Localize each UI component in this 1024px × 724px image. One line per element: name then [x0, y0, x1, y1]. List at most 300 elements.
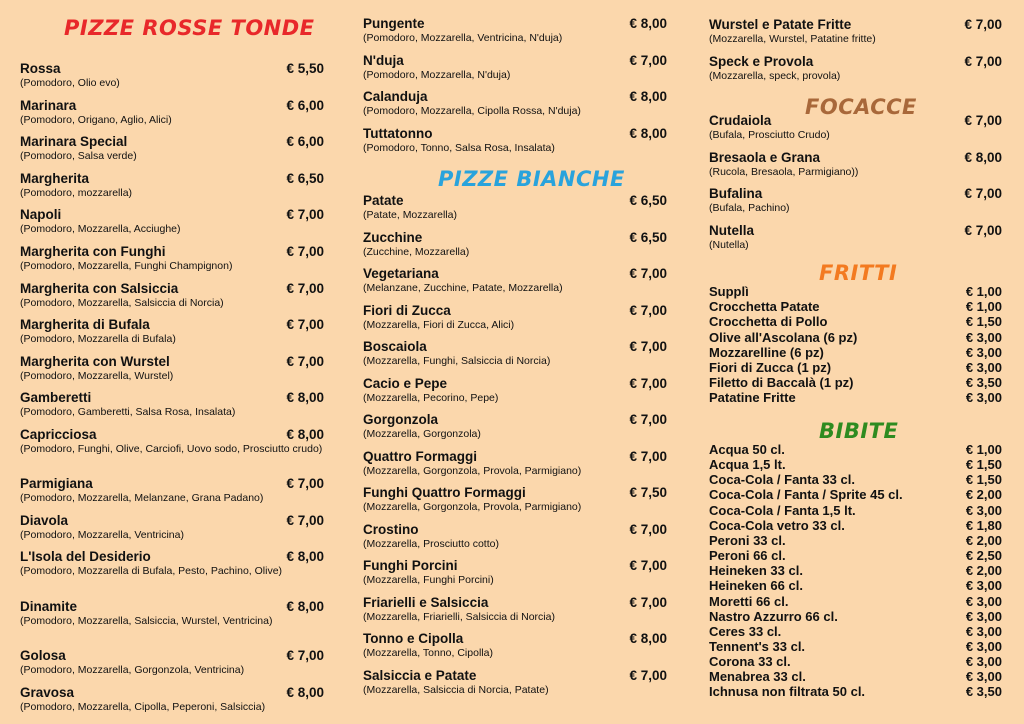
menu-item-name: Gamberetti: [20, 390, 92, 406]
menu-item-price: € 7,00: [629, 375, 667, 391]
menu-item: [709, 186, 1002, 215]
menu-item-price: € 7,00: [629, 448, 667, 464]
menu-item-row: [20, 685, 324, 701]
menu-item: [363, 126, 667, 155]
menu-item-row: [20, 549, 324, 565]
menu-item-name: Patatine Fritte: [709, 390, 796, 406]
menu-item-description: (Pomodoro, Mozzarella, Salsiccia, Wurstel, Ventricina): [20, 614, 273, 627]
menu-item-description: (Mozzarella, Fiori di Zucca, Alici): [363, 318, 515, 331]
menu-item-name: Crudaiola: [709, 113, 772, 128]
menu-item-name: L'Isola del Desiderio: [20, 549, 151, 565]
menu-item: [363, 193, 667, 222]
menu-item-row: [709, 684, 1002, 699]
menu-item-description: (Mozzarella, Prosciutto cotto): [363, 537, 499, 550]
menu-item-row: [709, 314, 1002, 329]
menu-item: [363, 631, 667, 660]
menu-item-description: (Pomodoro, mozzarella): [20, 186, 133, 199]
menu-item-description: (Nutella): [709, 238, 749, 251]
menu-item: [363, 266, 667, 295]
menu-item-row: [363, 230, 667, 246]
menu-item-name: Bufalina: [709, 186, 763, 201]
menu-item-price: € 3,00: [965, 344, 1002, 360]
menu-item-row: [20, 317, 324, 333]
menu-item-description: (Mozzarella, Pecorino, Pepe): [363, 391, 499, 404]
menu-item: [20, 390, 324, 419]
menu-item-row: [363, 303, 667, 319]
menu-item-price: € 2,00: [965, 487, 1002, 503]
menu-item-description: (Patate, Mozzarella): [363, 209, 457, 221]
menu-item-row: [709, 457, 1002, 472]
menu-item-price: € 3,00: [965, 608, 1002, 624]
menu-item-price: € 7,00: [629, 339, 667, 354]
menu-item: [20, 354, 324, 383]
menu-item-name: Crocchetta di Pollo: [709, 314, 828, 330]
menu-item-name: Rossa: [20, 61, 61, 76]
menu-item: [20, 599, 324, 628]
menu-item-row: [709, 594, 1002, 609]
menu-item-price: € 7,00: [286, 317, 324, 333]
menu-item-name: Boscaiola: [363, 339, 427, 354]
menu-item-price: € 3,50: [965, 684, 1002, 700]
menu-item-description: (Pomodoro, Mozzarella di Bufala): [20, 333, 176, 346]
menu-item-name: Vegetariana: [363, 266, 439, 281]
menu-item-price: € 8,00: [629, 89, 667, 105]
menu-item: [709, 375, 1002, 390]
menu-item-row: [20, 61, 324, 77]
menu-item-description: (Pomodoro, Mozzarella, Ventricina): [20, 528, 184, 541]
menu-item: [363, 485, 667, 514]
menu-item-row: [20, 476, 324, 492]
menu-item-price: € 3,00: [965, 669, 1002, 685]
menu-item-name: Marinara Special: [20, 134, 128, 150]
menu-item-row: [20, 281, 324, 297]
menu-item-price: € 3,00: [965, 638, 1002, 654]
menu-item-row: [709, 609, 1002, 624]
menu-item-row: [709, 345, 1002, 360]
menu-item-price: € 7,00: [964, 222, 1002, 238]
menu-item-description: (Pomodoro, Mozzarella, N'duja): [363, 68, 511, 81]
menu-item-row: [709, 533, 1002, 548]
menu-item-row: [20, 513, 324, 529]
menu-item-row: [20, 244, 324, 260]
menu-item-name: Menabrea 33 cl.: [709, 669, 806, 685]
menu-item-row: [20, 390, 324, 406]
menu-item-description: (Pomodoro, Mozzarella di Bufala, Pesto, Pachino, Olive): [20, 565, 283, 578]
menu-item-price: € 7,00: [629, 302, 667, 318]
menu-item: [709, 54, 1002, 83]
menu-item-price: € 8,00: [286, 685, 324, 700]
menu-item-price: € 3,00: [965, 502, 1002, 518]
menu-item-price: € 1,50: [965, 457, 1002, 473]
menu-item: [709, 594, 1002, 609]
menu-item-description: (Mozzarella, Funghi Porcini): [363, 574, 494, 586]
menu-item: [709, 472, 1002, 487]
menu-item-description: (Pomodoro, Origano, Aglio, Alici): [20, 113, 172, 126]
menu-item-description: (Mozzarella, Friarielli, Salsiccia di Norcia): [363, 610, 555, 623]
menu-item-name: Golosa: [20, 648, 66, 664]
menu-item: [709, 299, 1002, 314]
menu-item-name: Fiori di Zucca: [363, 302, 451, 318]
menu-item: [709, 669, 1002, 684]
menu-item-name: Pungente: [363, 16, 425, 31]
menu-item-description: (Pomodoro, Mozzarella, Cipolla Rossa, N'duja): [363, 105, 581, 118]
menu-item-name: Parmigiana: [20, 476, 93, 491]
menu-item-name: Nutella: [709, 222, 755, 238]
menu-item-price: € 7,00: [629, 412, 667, 427]
menu-item-name: Crostino: [363, 521, 419, 537]
menu-item-name: Patate: [363, 193, 404, 208]
menu-item: [363, 339, 667, 368]
menu-item: [20, 427, 324, 456]
menu-item-description: (Pomodoro, Mozzarella, Wurstel): [20, 369, 174, 382]
menu-item: [20, 685, 324, 714]
menu-item-name: Heineken 33 cl.: [709, 563, 803, 579]
menu-item-description: (Mozzarella, Wurstel, Patatine fritte): [709, 33, 876, 45]
menu-item-name: Margherita con Wurstel: [20, 353, 170, 369]
menu-item: [709, 17, 1002, 46]
menu-item-name: Margherita di Bufala: [20, 317, 150, 333]
menu-item-row: [20, 354, 324, 370]
menu-item-row: [363, 595, 667, 611]
menu-item-price: € 7,00: [964, 54, 1002, 69]
section-title-focacce: FOCACCE: [805, 95, 917, 119]
menu-item: [363, 449, 667, 478]
menu-item-price: € 7,50: [629, 485, 667, 500]
menu-item-row: [709, 299, 1002, 314]
menu-item-name: Heineken 66 cl.: [709, 578, 803, 594]
menu-item-row: [363, 631, 667, 647]
menu-item-name: Fiori di Zucca (1 pz): [709, 360, 832, 375]
menu-item-row: [709, 390, 1002, 405]
menu-item-price: € 6,50: [629, 229, 667, 245]
menu-item: [363, 376, 667, 405]
menu-item-name: Friarielli e Salsiccia: [363, 594, 489, 610]
menu-item-row: [709, 563, 1002, 578]
menu-item-name: Peroni 66 cl.: [709, 548, 786, 564]
menu-item-price: € 6,50: [286, 170, 324, 186]
menu-item-row: [363, 558, 667, 574]
menu-item: [20, 244, 324, 273]
menu-item-description: (Mozzarella, speck, provola): [709, 70, 841, 82]
menu-item: [709, 654, 1002, 669]
menu-item-name: Gravosa: [20, 685, 75, 700]
menu-item: [20, 549, 324, 578]
menu-item-description: (Pomodoro, Mozzarella, Salsiccia di Norcia): [20, 296, 224, 309]
menu-item: [709, 684, 1002, 699]
menu-item-price: € 7,00: [286, 280, 324, 296]
menu-item-row: [709, 639, 1002, 654]
menu-item-row: [363, 668, 667, 684]
menu-item-price: € 3,00: [965, 654, 1002, 670]
menu-item-row: [709, 487, 1002, 502]
menu-item-name: Dinamite: [20, 598, 78, 614]
menu-item: [363, 230, 667, 259]
menu-item: [709, 624, 1002, 639]
menu-item: [709, 639, 1002, 654]
menu-item-description: (Pomodoro, Mozzarella, Acciughe): [20, 223, 181, 236]
menu-item: [20, 281, 324, 310]
menu-item-description: (Mozzarella, Gorgonzola, Provola, Parmigiano): [363, 501, 582, 513]
menu-item: [709, 578, 1002, 593]
menu-item-price: € 3,00: [965, 360, 1002, 375]
menu-item-description: (Pomodoro, Mozzarella, Gorgonzola, Ventricina): [20, 664, 245, 677]
menu-item-row: [709, 548, 1002, 563]
menu-item-price: € 7,00: [964, 17, 1002, 32]
menu-item-price: € 1,00: [965, 284, 1002, 299]
menu-item-price: € 7,00: [286, 512, 324, 528]
menu-item: [20, 61, 324, 90]
menu-item: [363, 412, 667, 441]
menu-item-row: [709, 669, 1002, 684]
menu-item-price: € 3,00: [965, 593, 1002, 609]
menu-item: [20, 134, 324, 163]
menu-item: [709, 284, 1002, 299]
menu-item-row: [20, 134, 324, 150]
menu-item-price: € 7,00: [629, 266, 667, 281]
menu-item-price: € 1,50: [965, 472, 1002, 488]
menu-item-price: € 2,50: [965, 548, 1002, 564]
menu-item: [363, 558, 667, 587]
menu-item-name: Funghi Porcini: [363, 558, 458, 573]
menu-item-row: [709, 442, 1002, 457]
menu-item-price: € 7,00: [629, 594, 667, 610]
menu-item-price: € 8,00: [629, 631, 667, 646]
menu-item-row: [20, 427, 324, 443]
menu-item-row: [709, 113, 1002, 129]
menu-item-name: Coca-Cola / Fanta / Sprite 45 cl.: [709, 487, 903, 503]
menu-item-name: N'duja: [363, 52, 404, 68]
menu-item-description: (Mozzarella, Funghi, Salsiccia di Norcia): [363, 355, 551, 367]
menu-item: [709, 113, 1002, 142]
menu-item-row: [709, 150, 1002, 166]
menu-item-name: Tonno e Cipolla: [363, 631, 464, 646]
menu-item-price: € 7,00: [629, 558, 667, 573]
menu-item-name: Margherita con Salsiccia: [20, 280, 179, 296]
menu-item-price: € 1,00: [965, 442, 1002, 457]
menu-item-price: € 8,00: [629, 125, 667, 141]
menu-item-price: € 6,00: [286, 97, 324, 113]
menu-item-row: [20, 599, 324, 615]
menu-item-price: € 2,00: [965, 563, 1002, 579]
menu-item: [709, 563, 1002, 578]
menu-item-price: € 8,00: [629, 16, 667, 31]
menu-item-row: [709, 578, 1002, 593]
menu-item: [709, 457, 1002, 472]
menu-item-description: (Pomodoro, Mozzarella, Melanzane, Grana Padano): [20, 492, 264, 504]
menu-item-price: € 2,00: [965, 532, 1002, 548]
menu-item: [20, 171, 324, 200]
menu-item-row: [363, 376, 667, 392]
menu-item-name: Olive all'Ascolana (6 pz): [709, 329, 858, 345]
menu-item-price: € 7,00: [629, 521, 667, 537]
menu-item-name: Coca-Cola / Fanta 1,5 lt.: [709, 502, 856, 518]
menu-item-row: [709, 223, 1002, 239]
menu-item-row: [20, 171, 324, 187]
menu-item-name: Zucchine: [363, 229, 423, 245]
menu-item-row: [709, 624, 1002, 639]
menu-item-name: Acqua 50 cl.: [709, 442, 785, 457]
menu-item-name: Funghi Quattro Formaggi: [363, 485, 526, 500]
menu-item: [709, 609, 1002, 624]
menu-item-row: [363, 449, 667, 465]
menu-item-price: € 3,00: [965, 578, 1002, 594]
menu-item: [363, 668, 667, 697]
menu-item-row: [363, 339, 667, 355]
menu-item-name: Bresaola e Grana: [709, 149, 821, 165]
menu-item-row: [363, 412, 667, 428]
menu-item: [709, 330, 1002, 345]
menu-item-name: Tuttatonno: [363, 125, 433, 141]
section-title-bibite: BIBITE: [819, 419, 899, 443]
menu-item: [20, 648, 324, 677]
menu-item: [709, 533, 1002, 548]
menu-item-name: Salsiccia e Patate: [363, 667, 477, 683]
menu-item-row: [363, 16, 667, 32]
menu-item-price: € 1,80: [965, 517, 1002, 533]
menu-item-description: (Melanzane, Zucchine, Patate, Mozzarella): [363, 282, 563, 294]
menu-item: [20, 513, 324, 542]
menu-item-description: (Pomodoro, Olio evo): [20, 77, 120, 89]
menu-item-price: € 1,50: [965, 314, 1002, 330]
menu-item: [709, 360, 1002, 375]
menu-item-row: [363, 266, 667, 282]
menu-item-description: (Mozzarella, Tonno, Cipolla): [363, 647, 493, 659]
menu-item-row: [709, 518, 1002, 533]
menu-item-price: € 7,00: [286, 207, 324, 223]
menu-item-name: Coca-Cola / Fanta 33 cl.: [709, 472, 855, 488]
menu-item-description: (Bufala, Pachino): [709, 202, 790, 214]
menu-item-description: (Zucchine, Mozzarella): [363, 245, 470, 258]
menu-item: [20, 207, 324, 236]
menu-item-row: [709, 654, 1002, 669]
menu-item-row: [363, 193, 667, 209]
menu-item-price: € 7,00: [286, 648, 324, 664]
menu-item-row: [363, 522, 667, 538]
menu-item-name: Acqua 1,5 lt.: [709, 457, 786, 473]
menu-item-name: Nastro Azzurro 66 cl.: [709, 608, 838, 624]
menu-item: [709, 345, 1002, 360]
menu-item-name: Mozzarelline (6 pz): [709, 344, 824, 360]
menu-item-price: € 5,50: [286, 61, 324, 76]
menu-item-price: € 8,00: [286, 427, 324, 442]
menu-item-name: Gorgonzola: [363, 412, 438, 427]
menu-item: [709, 150, 1002, 179]
menu-item-price: € 7,00: [964, 113, 1002, 128]
section-title-fritti: FRITTI: [819, 261, 898, 285]
menu-item-row: [709, 330, 1002, 345]
menu-item-price: € 7,00: [286, 476, 324, 491]
menu-item: [709, 442, 1002, 457]
menu-item: [363, 53, 667, 82]
menu-item-price: € 1,00: [965, 299, 1002, 315]
menu-item-price: € 6,00: [286, 134, 324, 150]
menu-item: [709, 223, 1002, 252]
menu-item-description: (Mozzarella, Salsiccia di Norcia, Patate): [363, 683, 549, 696]
menu-item: [20, 317, 324, 346]
menu-item-description: (Mozzarella, Gorgonzola, Provola, Parmigiano): [363, 464, 582, 477]
menu-item: [709, 518, 1002, 533]
menu-item-row: [363, 53, 667, 69]
menu-item: [363, 89, 667, 118]
menu-item: [20, 476, 324, 505]
section-title-rosse: PIZZE ROSSE TONDE: [64, 16, 315, 40]
menu-item-description: (Rucola, Bresaola, Parmigiano)): [709, 165, 859, 178]
menu-item: [363, 16, 667, 45]
menu-item-row: [709, 503, 1002, 518]
menu-item-description: (Mozzarella, Gorgonzola): [363, 428, 481, 440]
menu-item-price: € 8,00: [964, 149, 1002, 165]
menu-item-name: Margherita: [20, 170, 90, 186]
menu-item-name: Napoli: [20, 207, 62, 223]
menu-item-name: Ichnusa non filtrata 50 cl.: [709, 684, 866, 700]
menu-item-price: € 3,00: [965, 623, 1002, 639]
menu-item-row: [363, 126, 667, 142]
menu-item-name: Margherita con Funghi: [20, 244, 166, 259]
menu-item-price: € 8,00: [286, 549, 324, 565]
menu-item-name: Capricciosa: [20, 427, 97, 442]
menu-item-description: (Pomodoro, Mozzarella, Funghi Champignon): [20, 260, 233, 272]
menu-item: [20, 98, 324, 127]
menu-item-name: Speck e Provola: [709, 54, 814, 69]
menu-item-description: (Pomodoro, Salsa verde): [20, 150, 137, 163]
menu-item-name: Crocchetta Patate: [709, 299, 820, 315]
menu-item-name: Corona 33 cl.: [709, 654, 791, 670]
menu-item-price: € 7,00: [286, 353, 324, 369]
menu-item-row: [363, 89, 667, 105]
menu-item-price: € 7,00: [964, 186, 1002, 201]
menu-item: [709, 487, 1002, 502]
menu-item-price: € 3,50: [965, 375, 1002, 391]
menu-item-price: € 7,00: [629, 52, 667, 68]
menu-item: [709, 390, 1002, 405]
menu-item-row: [709, 284, 1002, 299]
menu-item-row: [709, 54, 1002, 70]
menu-item-price: € 6,50: [629, 193, 667, 208]
menu-item: [709, 548, 1002, 563]
menu-item-row: [709, 360, 1002, 375]
menu-item-name: Moretti 66 cl.: [709, 593, 789, 609]
menu-item: [363, 303, 667, 332]
menu-item-name: Diavola: [20, 512, 69, 528]
menu-item-description: (Pomodoro, Gamberetti, Salsa Rosa, Insalata): [20, 406, 236, 419]
menu-item-name: Peroni 33 cl.: [709, 532, 786, 548]
menu-item-name: Cacio e Pepe: [363, 375, 448, 391]
menu-item-row: [709, 375, 1002, 390]
menu-item-row: [709, 17, 1002, 33]
menu-item-row: [363, 485, 667, 501]
menu-item-price: € 3,00: [965, 329, 1002, 345]
menu-item: [363, 595, 667, 624]
menu-item-row: [709, 472, 1002, 487]
menu-item-price: € 7,00: [629, 667, 667, 683]
menu-item-description: (Bufala, Prosciutto Crudo): [709, 129, 830, 141]
menu-item: [709, 503, 1002, 518]
menu-item-name: Wurstel e Patate Fritte: [709, 17, 852, 32]
menu-item-row: [20, 98, 324, 114]
menu-item-row: [709, 186, 1002, 202]
menu-item-name: Calanduja: [363, 89, 428, 105]
menu-item: [363, 522, 667, 551]
menu-item: [709, 314, 1002, 329]
section-title-bianche: PIZZE BIANCHE: [438, 167, 625, 191]
menu-item-name: Supplì: [709, 284, 749, 299]
menu-item-price: € 8,00: [286, 598, 324, 614]
menu-item-price: € 8,00: [286, 390, 324, 406]
menu-item-description: (Pomodoro, Funghi, Olive, Carciofi, Uovo sodo, Prosciutto crudo): [20, 443, 323, 455]
menu-item-description: (Pomodoro, Mozzarella, Cipolla, Peperoni, Salsiccia): [20, 701, 266, 713]
menu-item-price: € 7,00: [286, 244, 324, 259]
menu-item-description: (Pomodoro, Tonno, Salsa Rosa, Insalata): [363, 141, 555, 154]
